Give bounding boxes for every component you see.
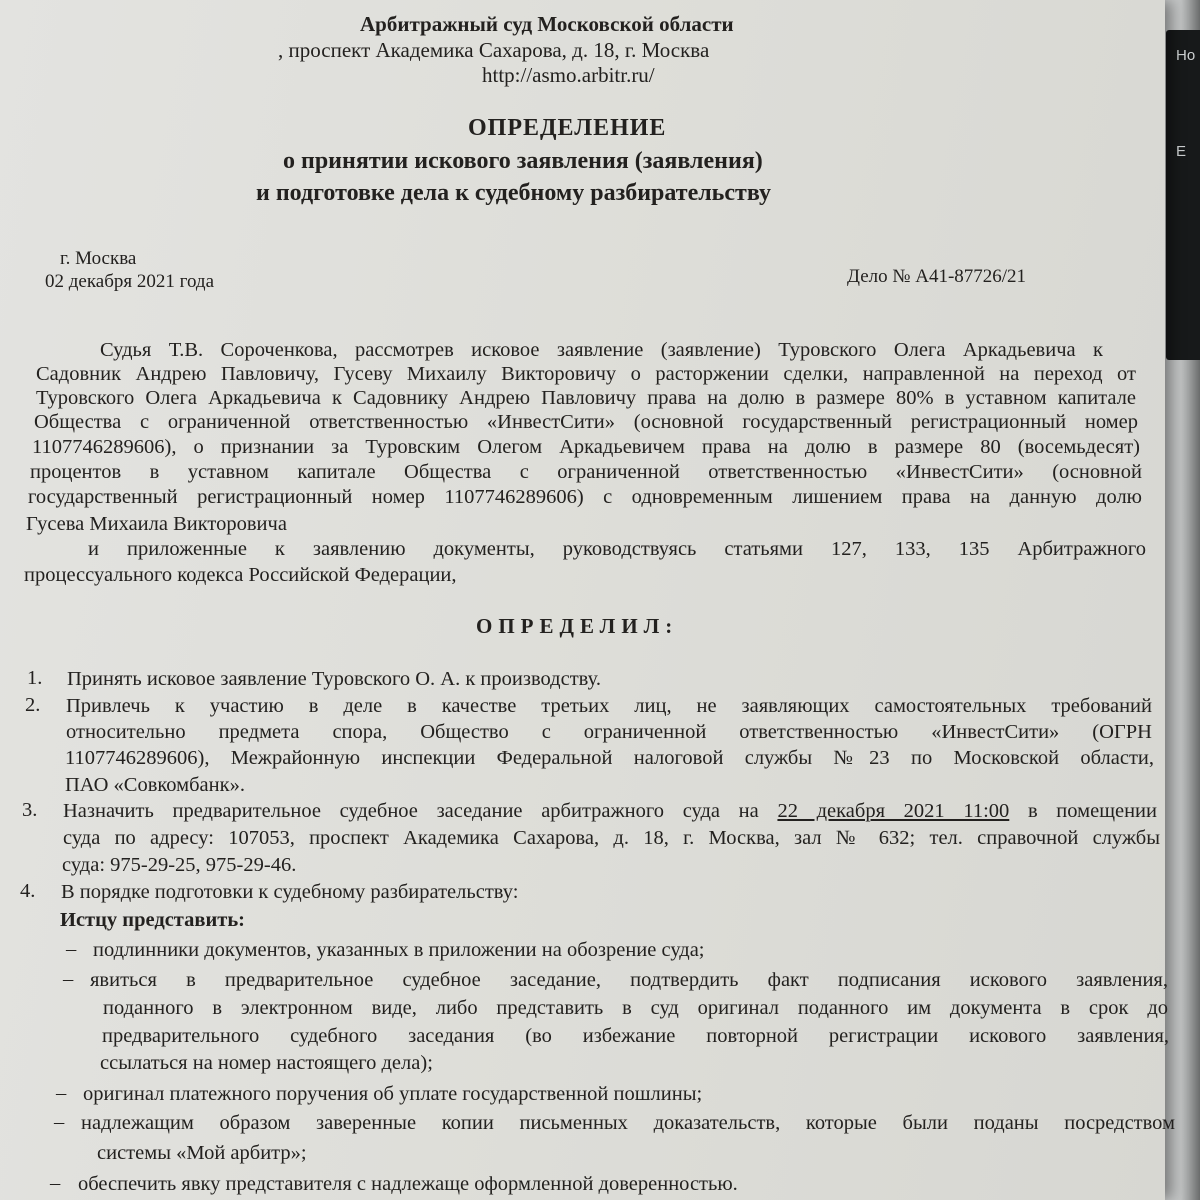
city: г. Москва [60,248,137,269]
item-2-line: ПАО «Совкомбанк». [65,774,245,796]
item-number-2: 2. [25,694,41,716]
bullet-2-line: явиться в предварительное судебное заседание, подтвердить факт подписания искового заявления, [90,969,1168,991]
item-2-line: 1107746289606), Межрайонную инспекции Федеральной налоговой службы №23 по Московской области, [65,747,1154,769]
item-number-4: 4. [20,880,36,902]
decision-heading: ОПРЕДЕЛИЛ: [476,614,679,638]
body-line: Гусева Михаила Викторовича [26,513,287,535]
body-line: Садовник Андрею Павловичу, Гусеву Михаилу Викторовичу о расторжении сделки, направленной на переход от [36,363,1136,385]
body-line: 1107746289606), о признании за Туровским Олегом Аркадьевичем права на долю в размере 80 (восемьдесят) [32,436,1140,458]
body-line: процентов в уставном капитале Общества с ограниченной ответственностью «ИнвестСити» (основной [30,461,1142,483]
body-line: процессуального кодекса Российской Федерации, [24,564,457,586]
bullet-dash: – [63,968,74,990]
item-4: В порядке подготовки к судебному разбирательству: [61,881,519,903]
bullet-dash: – [54,1111,65,1133]
court-name: Арбитражный суд Московской области [360,12,734,36]
item-3-line: суда: 975-29-25, 975-29-46. [62,854,297,876]
document-subtitle-1: о принятии искового заявления (заявления) [283,148,763,174]
monitor-text-1: Но [1176,47,1196,64]
body-line: Судья Т.В. Сороченкова, рассмотрев исковое заявление (заявление) Туровского Олега Аркадьевича к [100,339,1103,361]
bullet-4-line: надлежащим образом заверенные копии письменных доказательств, которые были поданы посредством [81,1112,1175,1134]
bullet-2-line: ссылаться на номер настоящего дела); [100,1052,433,1074]
bullet-dash: – [50,1172,61,1194]
bullet-1: подлинники документов, указанных в приложении на обозрение суда; [93,939,705,961]
body-line: Общества с ограниченной ответственностью «ИнвестСити» (основной государственный регистрационный номер [34,411,1138,433]
item-2-line: Привлечь к участию в деле в качестве третьих лиц, не заявляющих самостоятельных требований [66,695,1152,717]
bullet-3: оригинал платежного поручения об уплате государственной пошлины; [83,1083,703,1105]
item-2-line: относительно предмета спора, Общество с ограниченной ответственностью «ИнвестСити» (ОГРН [66,721,1152,743]
document-date: 02 декабря 2021 года [45,271,215,292]
bullet-2-line: поданного в электронном виде, либо представить в суд оригинал поданного им документа в срок до [103,997,1168,1019]
item-3-prefix: Назначить предварительное судебное заседание арбитражного суда на [63,800,759,822]
body-line: Туровского Олега Аркадьевича к Садовнику Андрею Павловичу права на долю в размере 80% в уставном капитале [36,387,1136,409]
document-title: ОПРЕДЕЛЕНИЕ [468,115,667,141]
bullet-2-line: предварительного судебного заседания (во избежание повторной регистрации искового заявления, [102,1025,1169,1047]
bullet-dash: – [66,938,77,960]
case-number: Дело № А41-87726/21 [847,266,1027,287]
monitor-screen [1166,30,1200,360]
bullet-dash: – [56,1082,67,1104]
item-3-line-1 [63,798,1157,825]
court-website: http://asmo.arbitr.ru/ [482,63,655,87]
body-line: государственный регистрационный номер 1107746289606) с одновременным лишением права на данную долю [28,486,1142,508]
item-1: Принять исковое заявление Туровского О. А. к производству. [67,668,601,690]
document-subtitle-2: и подготовке дела к судебному разбирательству [256,180,771,206]
plaintiff-heading: Истцу представить: [60,909,246,931]
hearing-date: 22 декабря 2021 11:00 [777,800,1010,822]
item-number-3: 3. [22,799,38,821]
item-3-line: суда по адресу: 107053, проспект Академика Сахарова, д. 18, г. Москва, зал № 632; тел. справочной службы [63,827,1160,849]
monitor-text-2: Е [1176,143,1187,160]
body-line: и приложенные к заявлению документы, руководствуясь статьями 127, 133, 135 Арбитражного [88,538,1146,560]
item-3-suffix: в помещении [1027,800,1157,822]
item-number-1: 1. [27,667,43,689]
bullet-4-line: системы «Мой арбитр»; [97,1142,307,1164]
bullet-5: обеспечить явку представителя с надлежаще оформленной доверенностью. [78,1173,738,1195]
court-address: , проспект Академика Сахарова, д. 18, г. Москва [278,38,710,62]
